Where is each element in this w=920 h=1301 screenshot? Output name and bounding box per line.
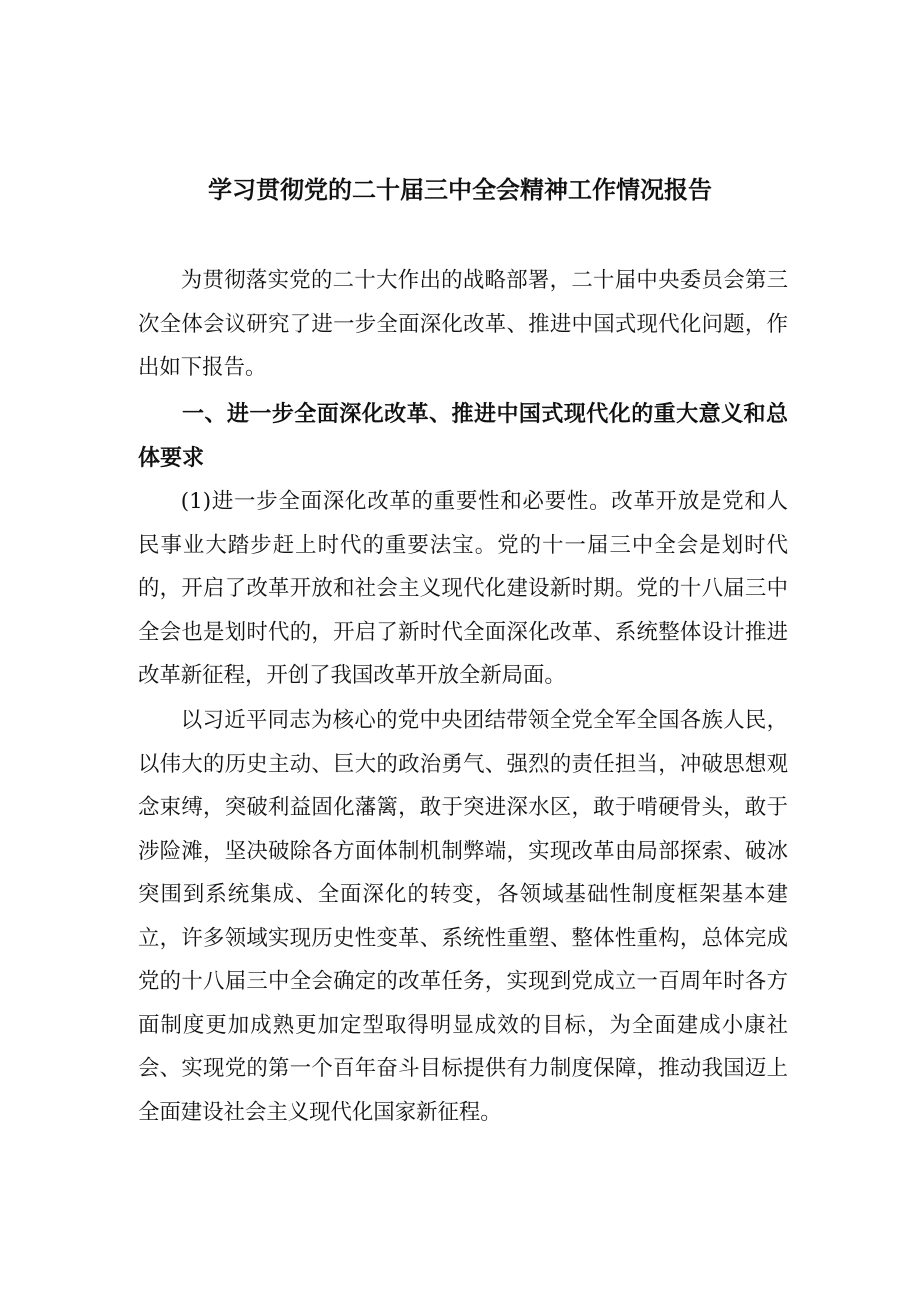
section-paragraph-1: (1)进一步全面深化改革的重要性和必要性。改革开放是党和人民事业大踏步赶上时代的重要法宝。党的十一届三中全会是划时代的，开启了改革开放和社会主义现代化建设新时期。党的十八届三中全会也是划时代的，开启了新时代全面深化改革、系统整体设计推进改革新征程，开创了我国改革开放全新局面。 (138, 489, 788, 688)
section-heading: 一、进一步全面深化改革、推进中国式现代化的重大意义和总体要求 (138, 402, 788, 471)
document-title: 学习贯彻党的二十届三中全会精神工作情况报告 (208, 176, 712, 204)
intro-paragraph: 为贯彻落实党的二十大作出的战略部署，二十届中央委员会第三次全体会议研究了进一步全面深化改革、推进中国式现代化问题，作出如下报告。 (138, 268, 788, 380)
section-paragraph-2: 以习近平同志为核心的党中央团结带领全党全军全国各族人民，以伟大的历史主动、巨大的政治勇气、强烈的责任担当，冲破思想观念束缚，突破利益固化藩篱，敢于突进深水区，敢于啃硬骨头，敢于涉险滩，坚决破除各方面体制机制弊端，实现改革由局部探索、破冰突围到系统集成、全面深化的转变，各领域基础性制度框架基本建立，许多领域实现历史性变革、系统性重塑、整体性重构，总体完成党的十八届三中全会确定的改革任务，实现到党成立一百周年时各方面制度更加成熟更加定型取得明显成效的目标，为全面建成小康社会、实现党的第一个百年奋斗目标提供有力制度保障，推动我国迈上全面建设社会主义现代化国家新征程。 (138, 708, 788, 1125)
